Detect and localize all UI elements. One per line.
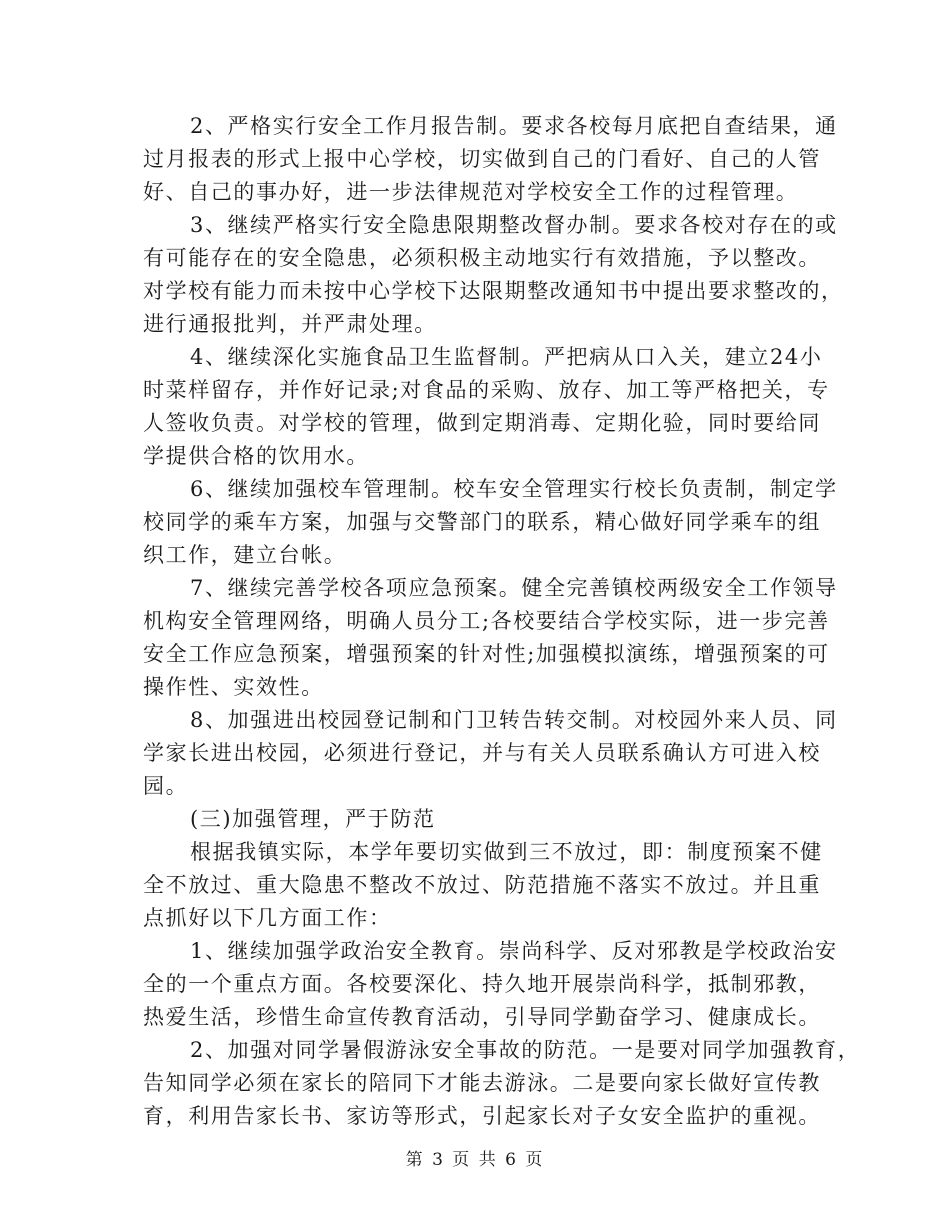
text-line: 学提供合格的饮用水。	[143, 444, 369, 468]
text-line: 安全工作应急预案，增强预案的针对性;加强模拟演练，增强预案的可	[143, 642, 830, 666]
text-line: 机构安全管理网络，明确人员分工;各校要结合学校实际，进一步完善	[143, 609, 830, 633]
text-line: 4、继续深化实施食品卫生监督制。严把病从口入关，建立24小	[190, 345, 823, 369]
text-line: 热爱生活，珍惜生命宣传教育活动，引导同学勤奋学习、健康成长。	[143, 1005, 821, 1029]
text-line: 根据我镇实际，本学年要切实做到三不放过，即：制度预案不健	[190, 840, 823, 864]
text-line: 告知同学必须在家长的陪同下才能去游泳。二是要向家长做好宣传教	[143, 1071, 821, 1095]
text-line: 6、继续加强校车管理制。校车安全管理实行校长负责制，制定学	[190, 477, 838, 501]
text-line: 2、严格实行安全工作月报告制。要求各校每月底把自查结果，通	[190, 114, 838, 138]
text-line: 全的一个重点方面。各校要深化、持久地开展崇尚科学，抵制邪教，	[143, 972, 821, 996]
text-line: 全不放过、重大隐患不整改不放过、防范措施不落实不放过。并且重	[143, 873, 821, 897]
text-line: 人签收负责。对学校的管理，做到定期消毒、定期化验，同时要给同	[143, 411, 821, 435]
text-line: 7、继续完善学校各项应急预案。健全完善镇校两级安全工作领导	[190, 576, 838, 600]
text-line: 对学校有能力而未按中心学校下达限期整改通知书中提出要求整改的，	[143, 279, 844, 303]
text-line: 时菜样留存，并作好记录;对食品的采购、放存、加工等严格把关，专	[143, 378, 830, 402]
section-heading: (三)加强管理，严于防范	[190, 807, 436, 831]
text-line: 8、加强进出校园登记制和门卫转告转交制。对校园外来人员、同	[190, 708, 838, 732]
text-line: 操作性、实效性。	[143, 675, 324, 699]
text-line: 2、加强对同学暑假游泳安全事故的防范。一是要对同学加强教育，	[190, 1038, 861, 1062]
text-line: 育，利用告家长书、家访等形式，引起家长对子女安全监护的重视。	[143, 1104, 821, 1128]
text-line: 学家长进出校园，必须进行登记，并与有关人员联系确认方可进入校	[143, 741, 821, 765]
text-line: 1、继续加强学政治安全教育。崇尚科学、反对邪教是学校政治安	[190, 939, 838, 963]
page-number-footer: 第 3 页 共 6 页	[405, 1150, 545, 1170]
text-line: 有可能存在的安全隐患，必须积极主动地实行有效措施，予以整改。	[143, 246, 821, 270]
text-line: 进行通报批判，并严肃处理。	[143, 312, 437, 336]
text-line: 校同学的乘车方案，加强与交警部门的联系，精心做好同学乘车的组	[143, 510, 821, 534]
text-line: 点抓好以下几方面工作：	[143, 906, 392, 930]
text-line: 织工作，建立台帐。	[143, 543, 347, 567]
text-line: 好、自己的事办好，进一步法律规范对学校安全工作的过程管理。	[143, 180, 799, 204]
text-line: 3、继续严格实行安全隐患限期整改督办制。要求各校对存在的或	[190, 213, 838, 237]
text-line: 园。	[143, 774, 189, 798]
text-line: 过月报表的形式上报中心学校，切实做到自己的门看好、自己的人管	[143, 147, 821, 171]
